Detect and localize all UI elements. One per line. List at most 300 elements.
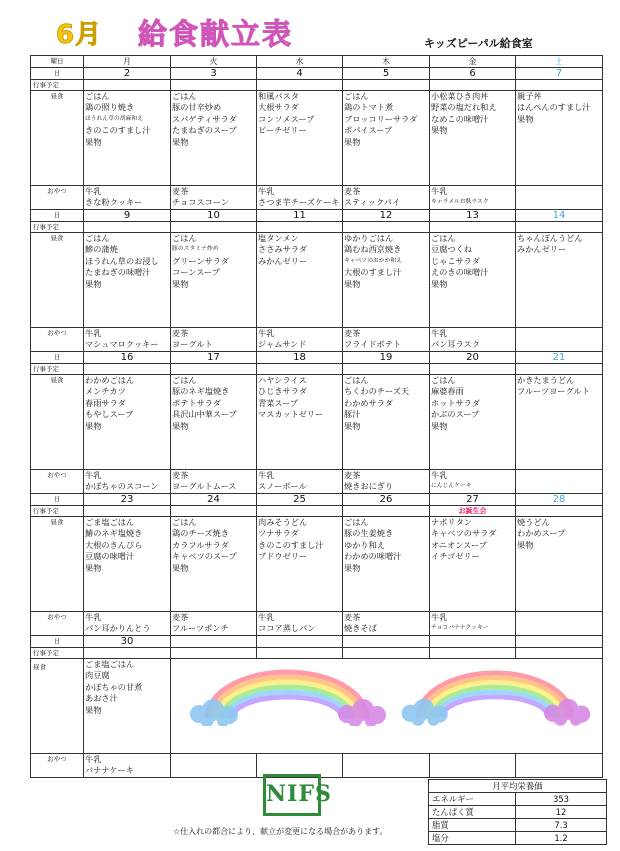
event-row: [31, 364, 603, 375]
menu-item: 牛乳: [258, 186, 275, 196]
menu-item: フルーツポンチ: [172, 623, 229, 634]
snack-cell: [516, 328, 603, 352]
lunch-cell: [343, 659, 430, 754]
menu-item: コンソメスープ: [258, 113, 315, 124]
snack-cell: [171, 328, 257, 352]
event-cell: [516, 506, 603, 517]
event-cell: [257, 364, 343, 375]
menu-item: ブロッコリーサラダ: [344, 113, 418, 124]
date-cell: 17: [171, 352, 257, 364]
event-row: [31, 80, 603, 91]
menu-item: 塩タンメン: [258, 233, 299, 243]
snack-cell: [84, 470, 171, 494]
date-cell: 30: [84, 636, 171, 648]
menu-item: わかめごはん: [85, 375, 135, 385]
lunch-cell: [430, 233, 516, 328]
menu-item: 鶏のトマト煮: [344, 102, 394, 113]
event-cell: [516, 222, 603, 233]
menu-item: 果物: [344, 420, 361, 431]
menu-item: マシュマロクッキー: [85, 339, 159, 350]
menu-item: 和風パスタ: [258, 91, 299, 101]
lunch-cell: [343, 91, 430, 186]
menu-item: 鶏のチーズ焼き: [172, 528, 229, 539]
school-name: キッズピーパル給食室: [424, 37, 533, 50]
date-cell: 10: [171, 210, 257, 222]
lunch-cell: [343, 233, 430, 328]
snack-cell: [430, 186, 516, 210]
menu-item: マスカットゼリー: [258, 409, 324, 420]
menu-item: 果物: [431, 125, 448, 136]
snack-cell: [84, 612, 171, 636]
date-cell: 7: [516, 68, 603, 80]
menu-item: チョコスコーン: [172, 197, 229, 208]
event-cell: [84, 648, 171, 659]
menu-item: たまねぎのスープ: [172, 125, 237, 136]
menu-item: もやしスープ: [85, 409, 134, 420]
snack-cell: [257, 470, 343, 494]
date-label: 日: [31, 494, 84, 506]
menu-item: 麦茶: [172, 328, 189, 338]
menu-item: 麦茶: [172, 470, 189, 480]
weekday-mon: 月: [84, 56, 171, 68]
date-cell: [257, 636, 343, 648]
menu-item: スティックパイ: [344, 197, 401, 208]
snack-label: おやつ: [31, 470, 84, 494]
menu-item: スパゲティサラダ: [172, 113, 237, 124]
menu-item: 果物: [431, 278, 448, 289]
menu-item: ブドウゼリー: [258, 551, 308, 562]
menu-item: 牛乳: [431, 470, 448, 480]
event-label: 行事予定: [31, 80, 84, 91]
lunch-cell: [171, 375, 257, 470]
menu-item: パン耳ラスク: [431, 339, 480, 350]
event-cell: [516, 364, 603, 375]
date-cell: 28: [516, 494, 603, 506]
menu-item: 大根サラダ: [258, 102, 299, 113]
menu-item: 牛乳: [85, 186, 102, 196]
lunch-cell: [171, 659, 257, 754]
menu-item: 果物: [85, 136, 102, 147]
lunch-row: [31, 659, 603, 754]
snack-cell: [343, 186, 430, 210]
date-label: 日: [31, 210, 84, 222]
menu-item: 果物: [85, 562, 102, 573]
event-cell: [430, 80, 516, 91]
menu-item: ごはん: [172, 517, 197, 527]
lunch-cell: [430, 375, 516, 470]
date-cell: 24: [171, 494, 257, 506]
menu-item: 果物: [172, 562, 189, 573]
menu-item: かぶのスープ: [431, 409, 480, 420]
menu-item: 牛乳: [85, 470, 102, 480]
menu-item: きのこのすまし汁: [258, 539, 324, 550]
lunch-cell: [171, 233, 257, 328]
event-cell: [257, 648, 343, 659]
menu-item: ほうれん草のお浸し: [85, 255, 159, 266]
event-cell: [84, 506, 171, 517]
menu-item: 牛乳: [85, 328, 102, 338]
menu-item: 麦茶: [344, 328, 361, 338]
menu-item: 豚のスタミナ炒め: [172, 246, 219, 253]
menu-item: 親子丼: [517, 91, 542, 101]
event-cell: [430, 222, 516, 233]
nutrition-table: [428, 779, 607, 845]
menu-item: ポパイスープ: [344, 125, 393, 136]
menu-item: 果物: [172, 420, 189, 431]
date-cell: 2: [84, 68, 171, 80]
menu-item: ヨーグルトムース: [172, 481, 237, 492]
date-cell: [516, 636, 603, 648]
weekday-label: 曜日: [31, 56, 84, 68]
menu-item: 豚汁: [344, 409, 361, 420]
date-label: 日: [31, 636, 84, 648]
nutrition-row: [429, 832, 607, 845]
menu-item: 豆腐の味噌汁: [85, 551, 135, 562]
lunch-cell: [430, 517, 516, 612]
event-cell: [343, 648, 430, 659]
date-cell: 4: [257, 68, 343, 80]
event-cell: お誕生会: [430, 506, 516, 517]
menu-item: ひじきサラダ: [258, 386, 308, 397]
menu-item: 果物: [172, 278, 189, 289]
weekday-thu: 木: [343, 56, 430, 68]
snack-cell: [516, 612, 603, 636]
snack-cell: [343, 754, 430, 778]
menu-item: 青菜スープ: [258, 397, 299, 408]
menu-item: パン耳かりんとう: [85, 623, 151, 634]
menu-item: フライドポテト: [344, 339, 402, 350]
nutrition-row: [429, 806, 607, 819]
menu-item: ジャムサンド: [258, 339, 307, 350]
date-cell: [430, 636, 516, 648]
lunch-row: [31, 233, 603, 328]
menu-item: 焼きおにぎり: [344, 481, 394, 492]
menu-item: 鶏の照り焼き: [85, 102, 135, 113]
lunch-cell: [171, 517, 257, 612]
menu-item: かぼちゃのスコーン: [85, 481, 159, 492]
menu-item: 野菜の塩だれ和え: [431, 102, 497, 113]
snack-cell: [171, 754, 257, 778]
snack-row: [31, 612, 603, 636]
event-label: 行事予定: [31, 364, 84, 375]
date-cell: 27: [430, 494, 516, 506]
menu-item: フルーツヨーグルト: [517, 386, 590, 397]
lunch-cell: [84, 375, 171, 470]
snack-cell: [257, 186, 343, 210]
menu-item: ゆかりごはん: [344, 233, 394, 243]
snack-label: おやつ: [31, 328, 84, 352]
lunch-label: 昼食: [31, 91, 84, 186]
lunch-label: 昼食: [31, 517, 84, 612]
event-label: 行事予定: [31, 506, 84, 517]
month-heading: 6月: [56, 20, 103, 50]
event-row: [31, 506, 603, 517]
menu-item: ごはん: [431, 233, 456, 243]
event-cell: [171, 364, 257, 375]
menu-item: かぼちゃの甘煮: [85, 681, 143, 692]
menu-item: 牛乳: [431, 612, 448, 622]
event-cell: [171, 80, 257, 91]
snack-cell: [171, 470, 257, 494]
snack-cell: [516, 470, 603, 494]
menu-item: 果物: [344, 136, 361, 147]
menu-item: カラフルサラダ: [172, 539, 229, 550]
menu-item: あおさ汁: [85, 693, 118, 704]
menu-item: ピーチゼリー: [258, 125, 307, 136]
event-cell: [171, 222, 257, 233]
event-cell: [257, 222, 343, 233]
lunch-cell: [257, 91, 343, 186]
date-cell: 6: [430, 68, 516, 80]
event-row: [31, 222, 603, 233]
menu-item: 果物: [344, 562, 361, 573]
menu-item: 牛乳: [85, 612, 102, 622]
menu-item: きのこのすまし汁: [85, 125, 151, 136]
menu-item: 豆腐つくね: [431, 244, 472, 255]
menu-item: 牛乳: [258, 612, 275, 622]
event-label: 行事予定: [31, 648, 84, 659]
date-row: [31, 352, 603, 364]
event-cell: [430, 648, 516, 659]
date-cell: 12: [343, 210, 430, 222]
event-cell: [343, 506, 430, 517]
page-title: 給食献立表: [138, 17, 294, 51]
menu-item: オニオンスープ: [431, 539, 487, 550]
menu-item: コーンスープ: [172, 267, 220, 278]
lunch-cell: [84, 233, 171, 328]
lunch-cell: [430, 91, 516, 186]
nutrition-value: 7.3: [516, 819, 607, 832]
snack-row: [31, 470, 603, 494]
date-cell: 25: [257, 494, 343, 506]
change-notice: ☆仕入れの都合により、献立が変更になる場合があります。: [173, 827, 388, 836]
menu-item: 牛乳: [85, 754, 102, 764]
event-cell: [257, 80, 343, 91]
date-cell: 14: [516, 210, 603, 222]
menu-item: さつま芋チーズケーキ: [258, 197, 340, 208]
date-cell: 21: [516, 352, 603, 364]
event-cell: [343, 364, 430, 375]
lunch-cell: [516, 375, 603, 470]
menu-item: じゃこサラダ: [431, 255, 481, 266]
event-row: [31, 648, 603, 659]
menu-item: 豚の甘辛炒め: [172, 102, 222, 113]
nutrition-label: エネルギー: [429, 793, 516, 806]
weekday-wed: 水: [257, 56, 343, 68]
menu-item: ごはん: [172, 233, 197, 243]
event-cell: [171, 648, 257, 659]
menu-item: ごはん: [85, 233, 110, 243]
lunch-row: [31, 375, 603, 470]
menu-item: 具沢山中華スープ: [172, 409, 237, 420]
menu-item: キャベツのおかか和え: [344, 257, 402, 264]
lunch-cell: [516, 91, 603, 186]
date-row: [31, 68, 603, 80]
menu-item: 果物: [517, 539, 534, 550]
menu-item: バナナケーキ: [85, 765, 134, 776]
menu-item: ちゃんぽんうどん: [517, 233, 583, 243]
lunch-cell: [257, 517, 343, 612]
snack-cell: [84, 186, 171, 210]
event-cell: [84, 364, 171, 375]
date-cell: 3: [171, 68, 257, 80]
menu-item: 焼うどん: [517, 517, 550, 527]
menu-item: なめこの味噌汁: [431, 113, 489, 124]
date-row: [31, 210, 603, 222]
snack-label: おやつ: [31, 186, 84, 210]
menu-item: 麦茶: [172, 186, 189, 196]
menu-item: きな粉クッキー: [85, 197, 143, 208]
menu-item: 大根のきんぴら: [85, 539, 143, 550]
lunch-cell: [343, 375, 430, 470]
lunch-cell: [257, 659, 343, 754]
lunch-label: 昼食: [31, 375, 84, 470]
nutrition-value: 12: [516, 806, 607, 819]
event-cell: [430, 364, 516, 375]
snack-cell: [257, 328, 343, 352]
snack-label: おやつ: [31, 754, 84, 778]
lunch-cell: [343, 517, 430, 612]
menu-item: 鶏むね西京焼き: [344, 244, 402, 255]
menu-item: 小松菜ひき肉丼: [431, 91, 489, 101]
lunch-cell: [516, 659, 603, 754]
menu-item: キャベツのサラダ: [431, 528, 497, 539]
menu-item: ささみサラダ: [258, 244, 308, 255]
menu-item: ごはん: [172, 375, 197, 385]
menu-item: ごはん: [431, 375, 456, 385]
menu-item: 麦茶: [344, 186, 361, 196]
snack-cell: [343, 470, 430, 494]
menu-item: チョコバナナクッキー: [431, 625, 489, 632]
snack-cell: [343, 612, 430, 636]
menu-item: ごま塩ごはん: [85, 659, 135, 669]
menu-item: メンチカツ: [85, 386, 126, 397]
menu-item: 鰆のネギ塩焼き: [85, 528, 143, 539]
menu-item: ヨーグルト: [172, 339, 213, 350]
snack-cell: [171, 186, 257, 210]
nutrition-label: たんぱく質: [429, 806, 516, 819]
menu-item: ココア蒸しパン: [258, 623, 316, 634]
lunch-cell: [84, 659, 171, 754]
menu-item: ちくわのチーズ天: [344, 386, 410, 397]
nutrition-caption: 月平均栄養価: [429, 780, 607, 793]
menu-item: 麻婆春雨: [431, 386, 464, 397]
snack-cell: [257, 612, 343, 636]
menu-item: キャベツのスープ: [172, 551, 237, 562]
lunch-label: 昼食: [31, 233, 84, 328]
nutrition-value: 353: [516, 793, 607, 806]
event-cell: [516, 80, 603, 91]
nutrition-label: 塩分: [429, 832, 516, 845]
menu-item: 果物: [85, 278, 102, 289]
menu-item: 豚の生姜焼き: [344, 528, 394, 539]
menu-item: 果物: [85, 420, 102, 431]
event-cell: [257, 506, 343, 517]
menu-item: にんじんケーキ: [431, 483, 472, 490]
event-label: 行事予定: [31, 222, 84, 233]
menu-item: ハヤシライス: [258, 375, 307, 385]
menu-item: 大根のすまし汁: [344, 267, 402, 278]
menu-item: 焼きそば: [344, 623, 377, 634]
menu-item: ごはん: [344, 517, 369, 527]
snack-cell: [84, 754, 171, 778]
menu-item: 肉豆腐: [85, 670, 110, 681]
snack-cell: [430, 470, 516, 494]
menu-item: イチゴゼリー: [431, 551, 480, 562]
menu-item: ツナサラダ: [258, 528, 299, 539]
weekday-fri: 金: [430, 56, 516, 68]
lunch-label: 昼食: [31, 659, 84, 754]
lunch-cell: [257, 375, 343, 470]
menu-item: わかめの味噌汁: [344, 551, 402, 562]
snack-cell: [430, 328, 516, 352]
snack-cell: [430, 612, 516, 636]
menu-item: えのきの味噌汁: [431, 267, 489, 278]
lunch-cell: [84, 517, 171, 612]
menu-item: 牛乳: [431, 186, 448, 196]
date-cell: [171, 636, 257, 648]
nutrition-row: [429, 793, 607, 806]
lunch-cell: [171, 91, 257, 186]
date-cell: 13: [430, 210, 516, 222]
event-cell: [516, 648, 603, 659]
snack-label: おやつ: [31, 612, 84, 636]
menu-item: ホットサラダ: [431, 397, 481, 408]
event-cell: [343, 80, 430, 91]
menu-item: みかんゼリー: [258, 255, 308, 266]
date-cell: [343, 636, 430, 648]
snack-cell: [516, 186, 603, 210]
menu-item: 肉みそうどん: [258, 517, 308, 527]
menu-item: ほうれん草の胡麻和え: [85, 115, 143, 122]
date-cell: 26: [343, 494, 430, 506]
menu-item: 果物: [431, 420, 448, 431]
menu-item: ゆかり和え: [344, 539, 385, 550]
menu-item: 牛乳: [258, 328, 275, 338]
menu-item: たまねぎの味噌汁: [85, 267, 151, 278]
snack-row: [31, 328, 603, 352]
snack-cell: [343, 328, 430, 352]
date-label: 日: [31, 352, 84, 364]
date-cell: 23: [84, 494, 171, 506]
lunch-cell: [516, 517, 603, 612]
date-row: [31, 494, 603, 506]
snack-cell: [430, 754, 516, 778]
menu-item: 麦茶: [344, 612, 361, 622]
menu-item: ナポリタン: [431, 517, 472, 527]
date-cell: 16: [84, 352, 171, 364]
lunch-cell: [516, 233, 603, 328]
nutrition-value: 1.2: [516, 832, 607, 845]
snack-cell: [171, 612, 257, 636]
menu-item: かきたまうどん: [517, 375, 575, 385]
lunch-row: [31, 517, 603, 612]
menu-item: みかんゼリー: [517, 244, 567, 255]
menu-table: [30, 55, 603, 778]
date-cell: 19: [343, 352, 430, 364]
menu-item: ごはん: [172, 91, 197, 101]
date-cell: 20: [430, 352, 516, 364]
menu-item: ごはん: [344, 91, 369, 101]
menu-item: 豚のネギ塩焼き: [172, 386, 230, 397]
menu-item: ごま塩ごはん: [85, 517, 135, 527]
snack-cell: [84, 328, 171, 352]
event-cell: [84, 222, 171, 233]
menu-item: ごはん: [344, 375, 369, 385]
menu-item: 果物: [172, 136, 189, 147]
weekday-row: [31, 56, 603, 68]
menu-item: 麦茶: [172, 612, 189, 622]
